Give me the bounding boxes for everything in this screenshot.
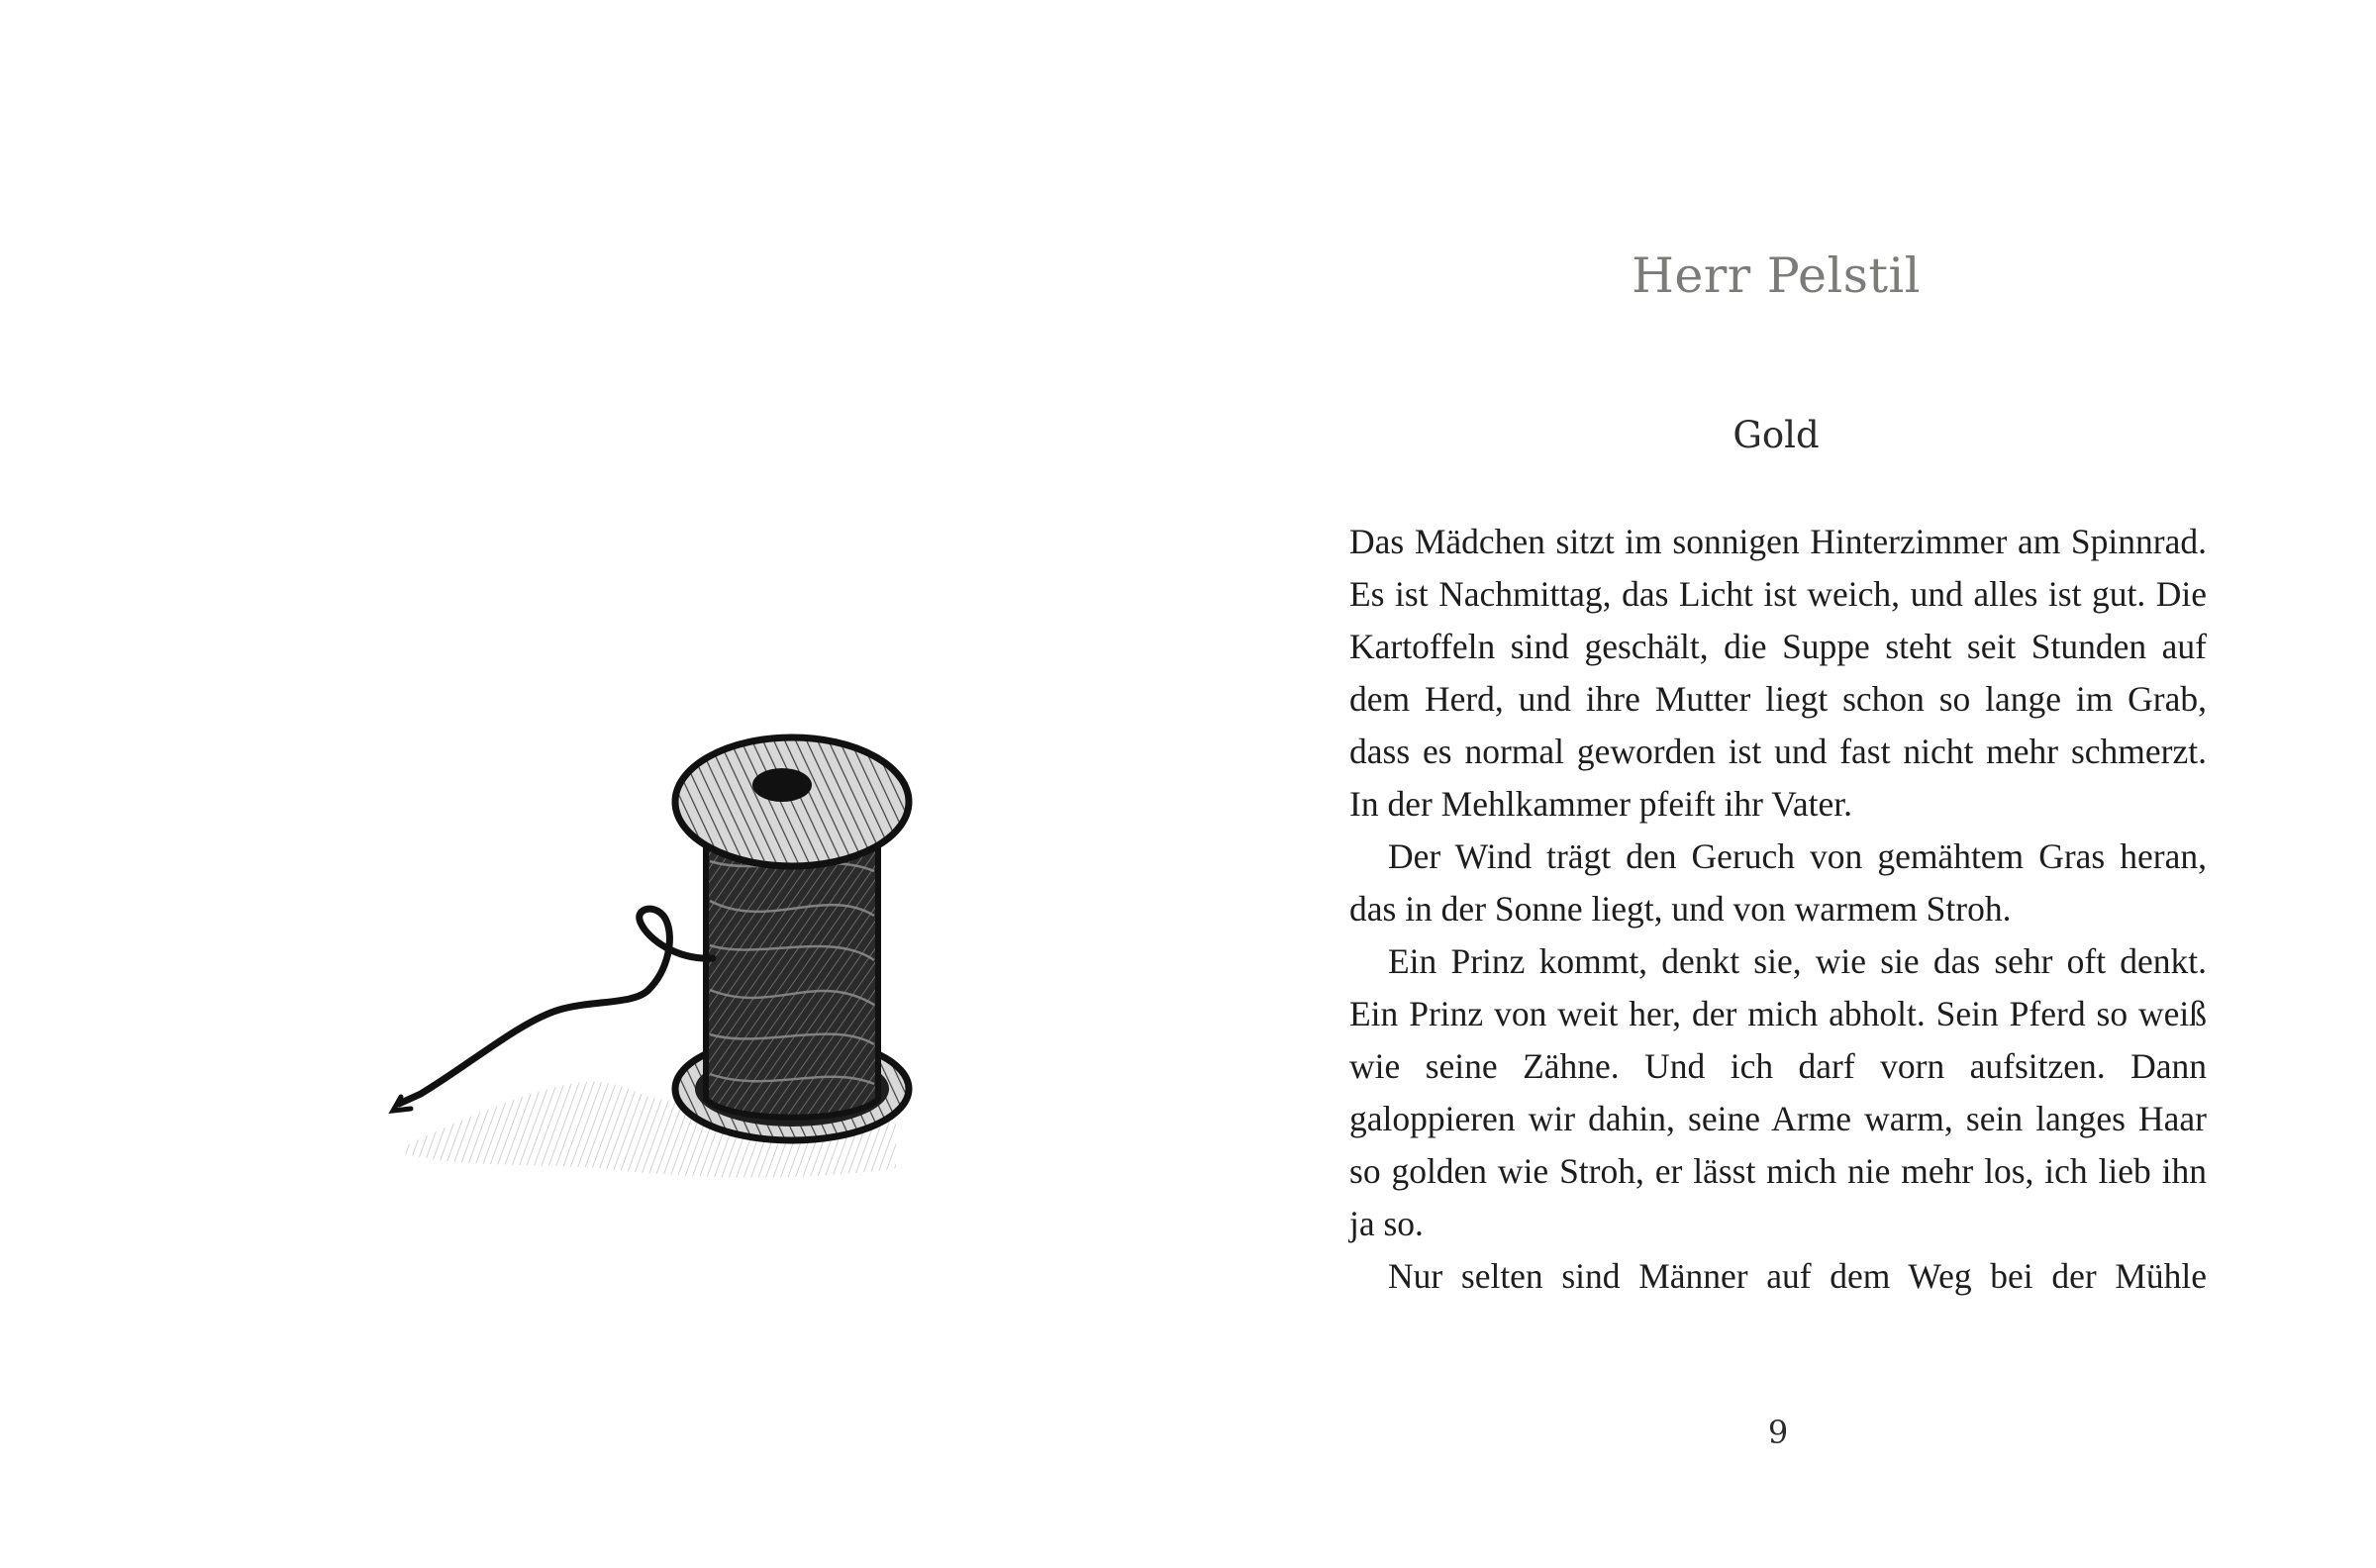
loose-thread (399, 909, 713, 1104)
section-title: Gold (1732, 414, 1820, 456)
page-number: 9 (1767, 1414, 1789, 1451)
paragraph: Der Wind trägt den Geruch von gemähtem Gras heran, das in der Sonne liegt, und von warmem Stroh. (1349, 836, 2207, 929)
spool-hole (752, 768, 812, 802)
chapter-title: Herr Pelstil (1632, 247, 1921, 304)
paragraph: Nur selten sind Männer auf dem Weg bei der Mühle (1388, 1256, 2207, 1296)
spool-drawing (381, 673, 936, 1208)
thread-spool-illustration (381, 673, 936, 1208)
spool-top-flange (675, 737, 909, 866)
body-text (1349, 516, 2207, 1303)
paragraph: Das Mädchen sitzt im sonnigen Hinterzimmer am Spinnrad. Es ist Nachmittag, das Licht ist weich, und alles ist gut. Die Kartoffeln sind geschält, die Suppe steht seit Stunden auf dem Herd, und ihre Mutter liegt schon so lange im Grab, dass es normal geworden ist und fast nicht mehr schmerzt. In der Mehlkammer pfeift ihr Vater. (1349, 522, 2207, 824)
paragraph: Ein Prinz kommt, denkt sie, wie sie das sehr oft denkt. Ein Prinz von weit her, der mich abholt. Sein Pferd so weiß wie seine Zähne. Und ich darf vorn aufsitzen. Dann galoppieren wir dahin, seine Arme warm, sein langes Haar so golden wie Stroh, er lässt mich nie mehr los, ich lieb ihn ja so. (1349, 941, 2207, 1243)
